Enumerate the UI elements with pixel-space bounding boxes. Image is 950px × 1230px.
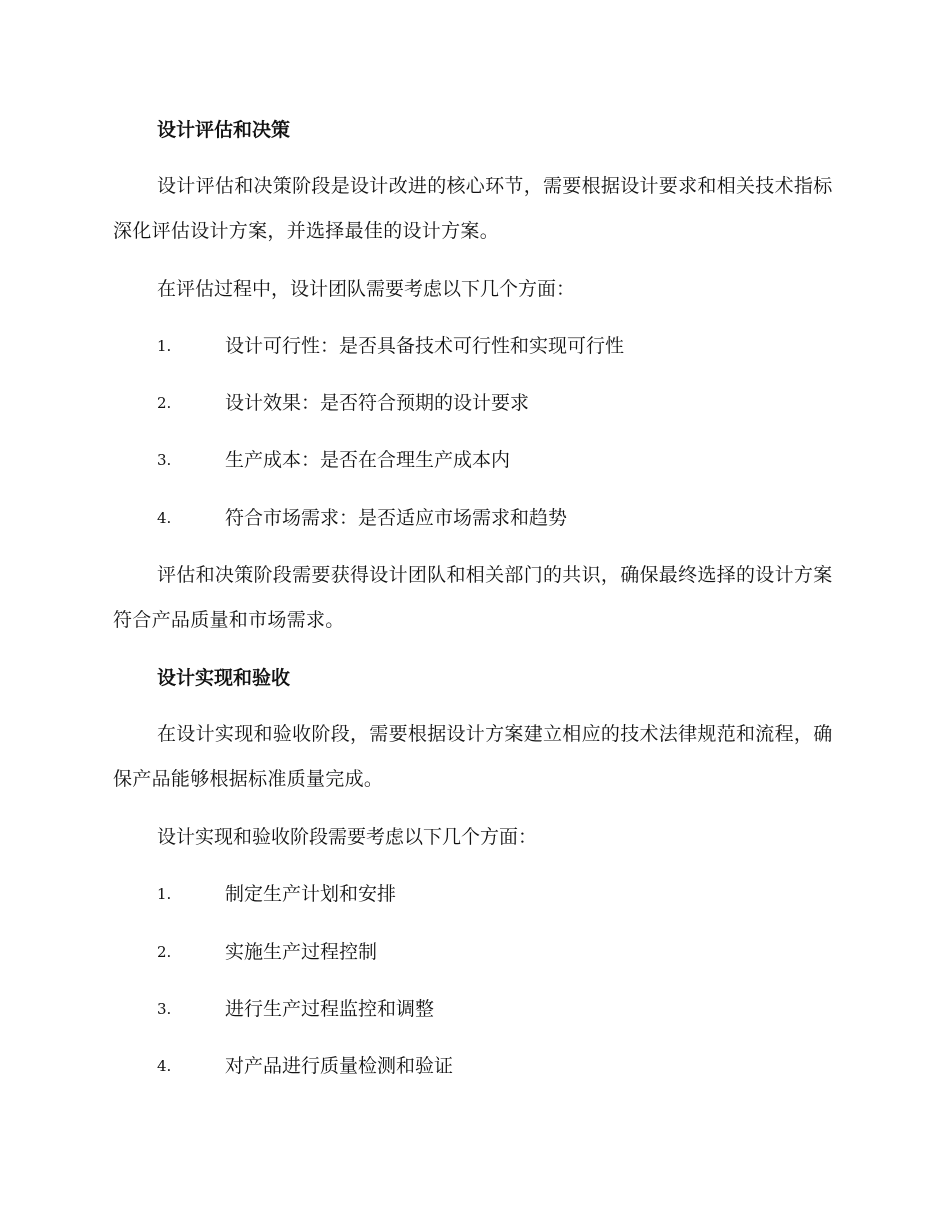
list-number: 2.: [157, 943, 172, 961]
paragraph: 在设计实现和验收阶段，需要根据设计方案建立相应的技术法律规范和流程，确保产品能够根据标准质量完成。: [113, 723, 833, 790]
list-number: 3.: [157, 1000, 172, 1018]
list-number: 2.: [157, 394, 172, 412]
paragraph: 设计实现和验收阶段需要考虑以下几个方面：: [157, 826, 538, 848]
paragraph: 设计评估和决策阶段是设计改进的核心环节，需要根据设计要求和相关技术指标深化评估设计方案，并选择最佳的设计方案。: [113, 175, 833, 242]
list-item-text: 符合市场需求：是否适应市场需求和趋势: [225, 507, 568, 529]
paragraph: 在评估过程中，设计团队需要考虑以下几个方面：: [157, 278, 576, 300]
list-item-text: 制定生产计划和安排: [225, 883, 397, 905]
list-number: 4.: [157, 1057, 172, 1075]
list-number: 1.: [157, 337, 172, 355]
list-item-text: 对产品进行质量检测和验证: [225, 1055, 454, 1077]
list-number: 3.: [157, 451, 172, 469]
list-item-text: 实施生产过程控制: [225, 941, 378, 963]
section-heading: 设计评估和决策: [157, 119, 291, 141]
list-item-text: 进行生产过程监控和调整: [225, 998, 435, 1020]
list-item-text: 生产成本：是否在合理生产成本内: [225, 449, 511, 471]
list-number: 4.: [157, 509, 172, 527]
list-number: 1.: [157, 885, 172, 903]
paragraph: 评估和决策阶段需要获得设计团队和相关部门的共识，确保最终选择的设计方案符合产品质量和市场需求。: [113, 564, 833, 631]
list-item-text: 设计可行性：是否具备技术可行性和实现可行性: [225, 335, 625, 357]
list-item-text: 设计效果：是否符合预期的设计要求: [225, 392, 530, 414]
section-heading: 设计实现和验收: [157, 667, 291, 689]
